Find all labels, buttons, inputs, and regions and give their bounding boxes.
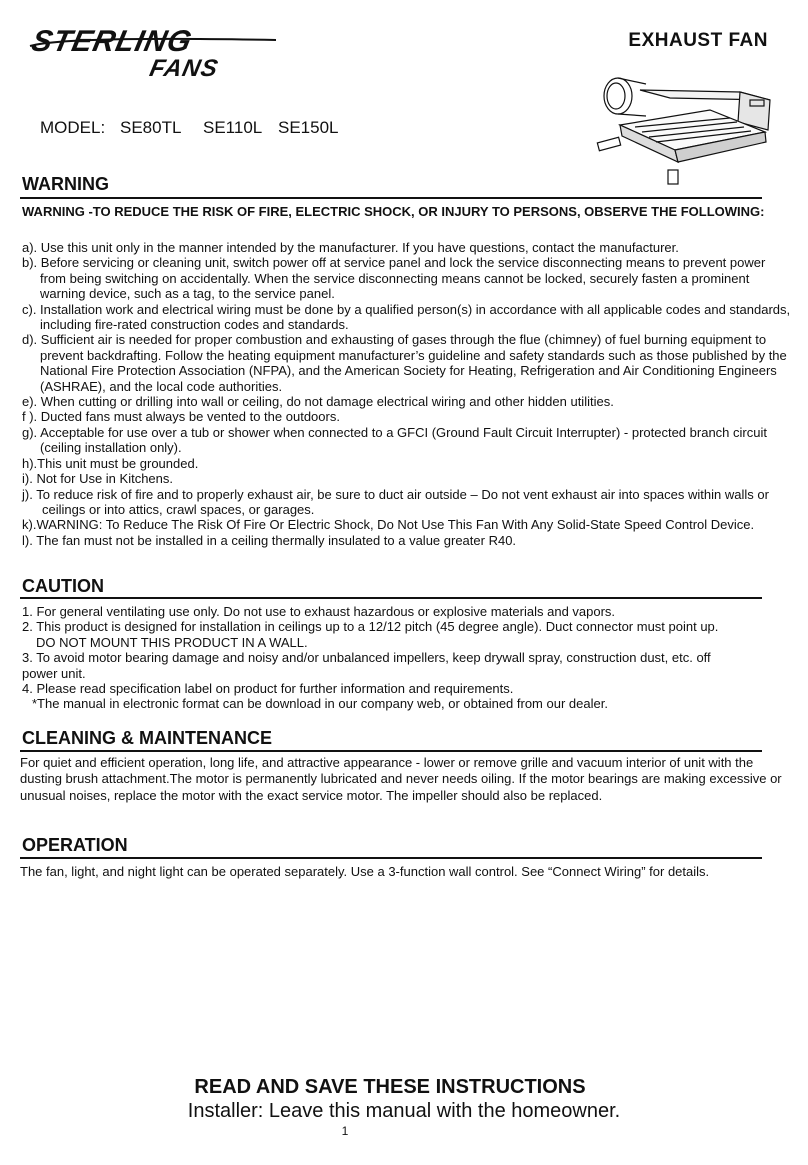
operation-text: The fan, light, and night light can be operated separately. Use a 3-function wall control. See “Connect Wiring” for details.: [20, 864, 710, 879]
list-item: i). Not for Use in Kitchens.: [22, 471, 173, 487]
section-divider: [20, 197, 762, 199]
caution-line: DO NOT MOUNT THIS PRODUCT IN A WALL.: [36, 635, 308, 650]
footer-subheading: Installer: Leave this manual with the homeowner.: [187, 1100, 621, 1122]
model-label: MODEL:: [40, 118, 106, 137]
list-item: h).This unit must be grounded.: [22, 455, 199, 471]
operation-heading: OPERATION: [22, 835, 128, 855]
exhaust-fan-illustration: [590, 70, 780, 195]
list-item: j). To reduce risk of fire and to properly exhaust air, be sure to duct air outside – Do not vent exhaust air into spaces within walls or ceilings or into attics, crawl spaces, or garages.: [22, 486, 769, 517]
caution-line: 2. This product is designed for installation in ceilings up to a 12/12 pitch (45 degree angle). Duct connector must point up.: [22, 619, 719, 634]
sterling-fans-logo: [0, 0, 300, 90]
warning-list: [22, 240, 792, 548]
caution-heading: CAUTION: [22, 576, 104, 596]
list-item: g). Acceptable for use over a tub or shower when connected to a GFCI (Ground Fault Circuit Interrupter) - protected branch circuit (ceiling installation only).: [22, 424, 767, 456]
footer-heading: READ AND SAVE THESE INSTRUCTIONS: [194, 1076, 586, 1098]
list-item: a). Use this unit only in the manner intended by the manufacturer. If you have questions, contact the manufacturer.: [22, 240, 679, 255]
caution-line: 4. Please read specification label on product for further information and requirements.: [22, 681, 514, 696]
list-item: l). The fan must not be installed in a ceiling thermally insulated to a value greater R40.: [22, 532, 517, 548]
list-item: k).WARNING: To Reduce The Risk Of Fire Or Electric Shock, Do Not Use This Fan With Any Solid-State Speed Control Device.: [22, 517, 755, 533]
section-divider: [20, 750, 762, 752]
list-item: f ). Ducted fans must always be vented to the outdoors.: [22, 409, 340, 425]
exhaust-fan-icon: [590, 70, 780, 190]
list-item: d). Sufficient air is needed for proper combustion and exhausting of gases through the flue (chimney) of fuel burning equipment to prevent backdrafting. Follow the heating equipment manufacturer’s guideline and safety standards such as those published by the National Fire Protection Association (NFPA), and the American Society for Heating, Refrigeration and Air Conditioning Engineers (ASHRAE), and the local code authorities.: [22, 332, 787, 394]
warning-intro: WARNING -TO REDUCE THE RISK OF FIRE, ELECTRIC SHOCK, OR INJURY TO PERSONS, OBSERVE THE FOLLOWING:: [22, 204, 765, 219]
section-divider: [20, 857, 762, 859]
list-item: c). Installation work and electrical wiring must be done by a qualified person(s) in accordance with all applicable codes and standards, including fire-rated construction codes and standards.: [22, 301, 791, 333]
warning-heading: WARNING: [22, 174, 109, 194]
caution-line: power unit.: [22, 666, 86, 681]
page-number: 1: [341, 1124, 349, 1138]
document-title: EXHAUST FAN: [628, 30, 768, 51]
caution-line: 3. To avoid motor bearing damage and noisy and/or unbalanced impellers, keep drywall spray, construction dust, etc. off: [22, 650, 711, 665]
model-value: SE80TL: [120, 118, 182, 137]
section-divider: [20, 597, 762, 599]
caution-line: 1. For general ventilating use only. Do not use to exhaust hazardous or explosive materials and vapors.: [22, 604, 616, 619]
logo-line-2: FANS: [147, 55, 221, 82]
logo-line-1: STERLING: [28, 25, 196, 58]
cleaning-heading: CLEANING & MAINTENANCE: [22, 728, 272, 748]
cleaning-text: For quiet and efficient operation, long life, and attractive appearance - lower or remove grille and vacuum interior of unit with the dusting brush attachment.The motor is permanently lubricated and never needs oiling. If the motor bearings are making excessive or unusual noises, replace the motor with the exact service motor. The impeller should also be replaced.: [20, 755, 782, 803]
list-item: e). When cutting or drilling into wall or ceiling, do not damage electrical wiring and other hidden utilities.: [22, 394, 614, 410]
model-value: SE110L: [203, 118, 263, 137]
model-value: SE150L: [278, 118, 339, 137]
list-item: b). Before servicing or cleaning unit, switch power off at service panel and lock the service disconnecting means to prevent power from being switching on accidentally. When the service disconnecting means cannot be locked, securely fasten a prominent warning device, such as a tag, to the service panel.: [22, 255, 766, 302]
caution-line: *The manual in electronic format can be download in our company web, or obtained from our dealer.: [32, 696, 608, 711]
